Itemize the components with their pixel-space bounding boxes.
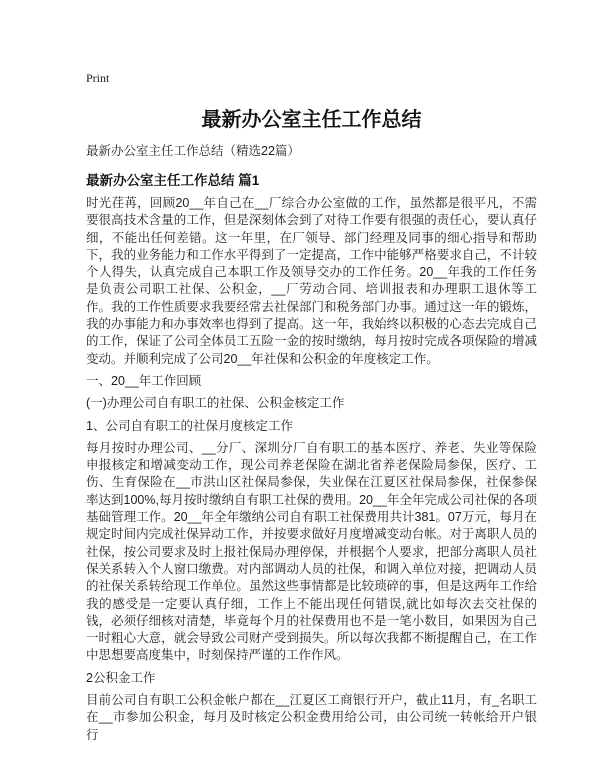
body-paragraph-housing-fund: 目前公司自有职工公积金帐户都在__江夏区工商银行开户，截止11月，有_名职工在__市参加公积金，每月及时核定公积金费用给公司，由公司统一转帐给开户银行 — [86, 693, 537, 742]
article-section-title: 最新办公室主任工作总结 篇1 — [86, 173, 260, 188]
section-heading-work-review: 一、20__年工作回顾 — [86, 373, 202, 388]
subsubsection-heading-monthly-verification: 1、公司自有职工的社保月度核定工作 — [86, 418, 293, 433]
subsection-heading-housing-fund: 2公积金工作 — [86, 670, 156, 685]
print-button[interactable]: Print — [86, 71, 110, 85]
page-title: 最新办公室主任工作总结 — [201, 109, 422, 131]
article-subtitle: 最新办公室主任工作总结（精选22篇） — [86, 144, 300, 158]
intro-paragraph: 时光荏苒，回顾20__年自己在__厂综合办公室做的工作，虽然都是很平凡，不需要很高技术含量的工作，但是深刻体会到了对待工作要有很强的责任心，要认真仔细，不能出任何差错。这一年里，在厂领导、部门经理及同事的细心指导和帮助下，我的业务能力和工作水平得到了一定提高，工作中能够严格要求自己，不计较个人得失，认真完成自己本职工作及领导交办的工作任务。20__年我的工作任务是负责公司职工社保、公积金，__厂劳动合同、培训报表和办理职工退休等工作。我的工作性质要求我要经常去社保部门和税务部门办事。通过这一年的锻炼，我的办事能力和办事效率也得到了提高。这一年，我始终以积极的心态去完成自己的工作，保证了公司全体员工五险一金的按时缴纳，每月按时完成各项保险的增减变动。并顺利完成了公司20__年社保和公积金的年度核定工作。 — [86, 196, 537, 366]
subsection-heading-social-insurance: (一)办理公司自有职工的社保、公积金核定工作 — [86, 396, 345, 411]
body-paragraph-social-insurance: 每月按时办理公司、__分厂、深圳分厂自有职工的基本医疗、养老、失业等保险申报核定和增减变动工作，现公司养老保险在湖北省养老保险局参保，医疗、工伤、生育保险在__市洪山区社保局参保，失业保在江夏区社保局参保，社保参保率达到100%,每月按时缴纳自有职工社保的费用。20__年全年完成公司社保的各项基础管理工作。20__年全年缴纳公司自有职工社保费用共计381。07万元，每月在规定时间内完成社保异动工作，并按要求做好月度增减变动台帐。对于离职人员的社保，按公司要求及时上报社保局办理停保，并根据个人要求，把部分离职人员社保关系转入个人窗口缴费。对内部调动人员的社保，和调入单位对接，把调动人员的社保关系转给现工作单位。虽然这些事情都是比较琐碎的事，但是这两年工作给我的感受是一定要认真仔细，工作上不能出现任何错误,就比如每次去交社保的钱，必须仔细核对清楚，毕竟每个月的社保费用也不是一笔小数目，如果因为自己一时粗心大意，就会导致公司财产受到损失。所以每次我都不断提醒自己，在工作中思想要高度集中，时刻保持严谨的工作作风。 — [86, 440, 537, 663]
